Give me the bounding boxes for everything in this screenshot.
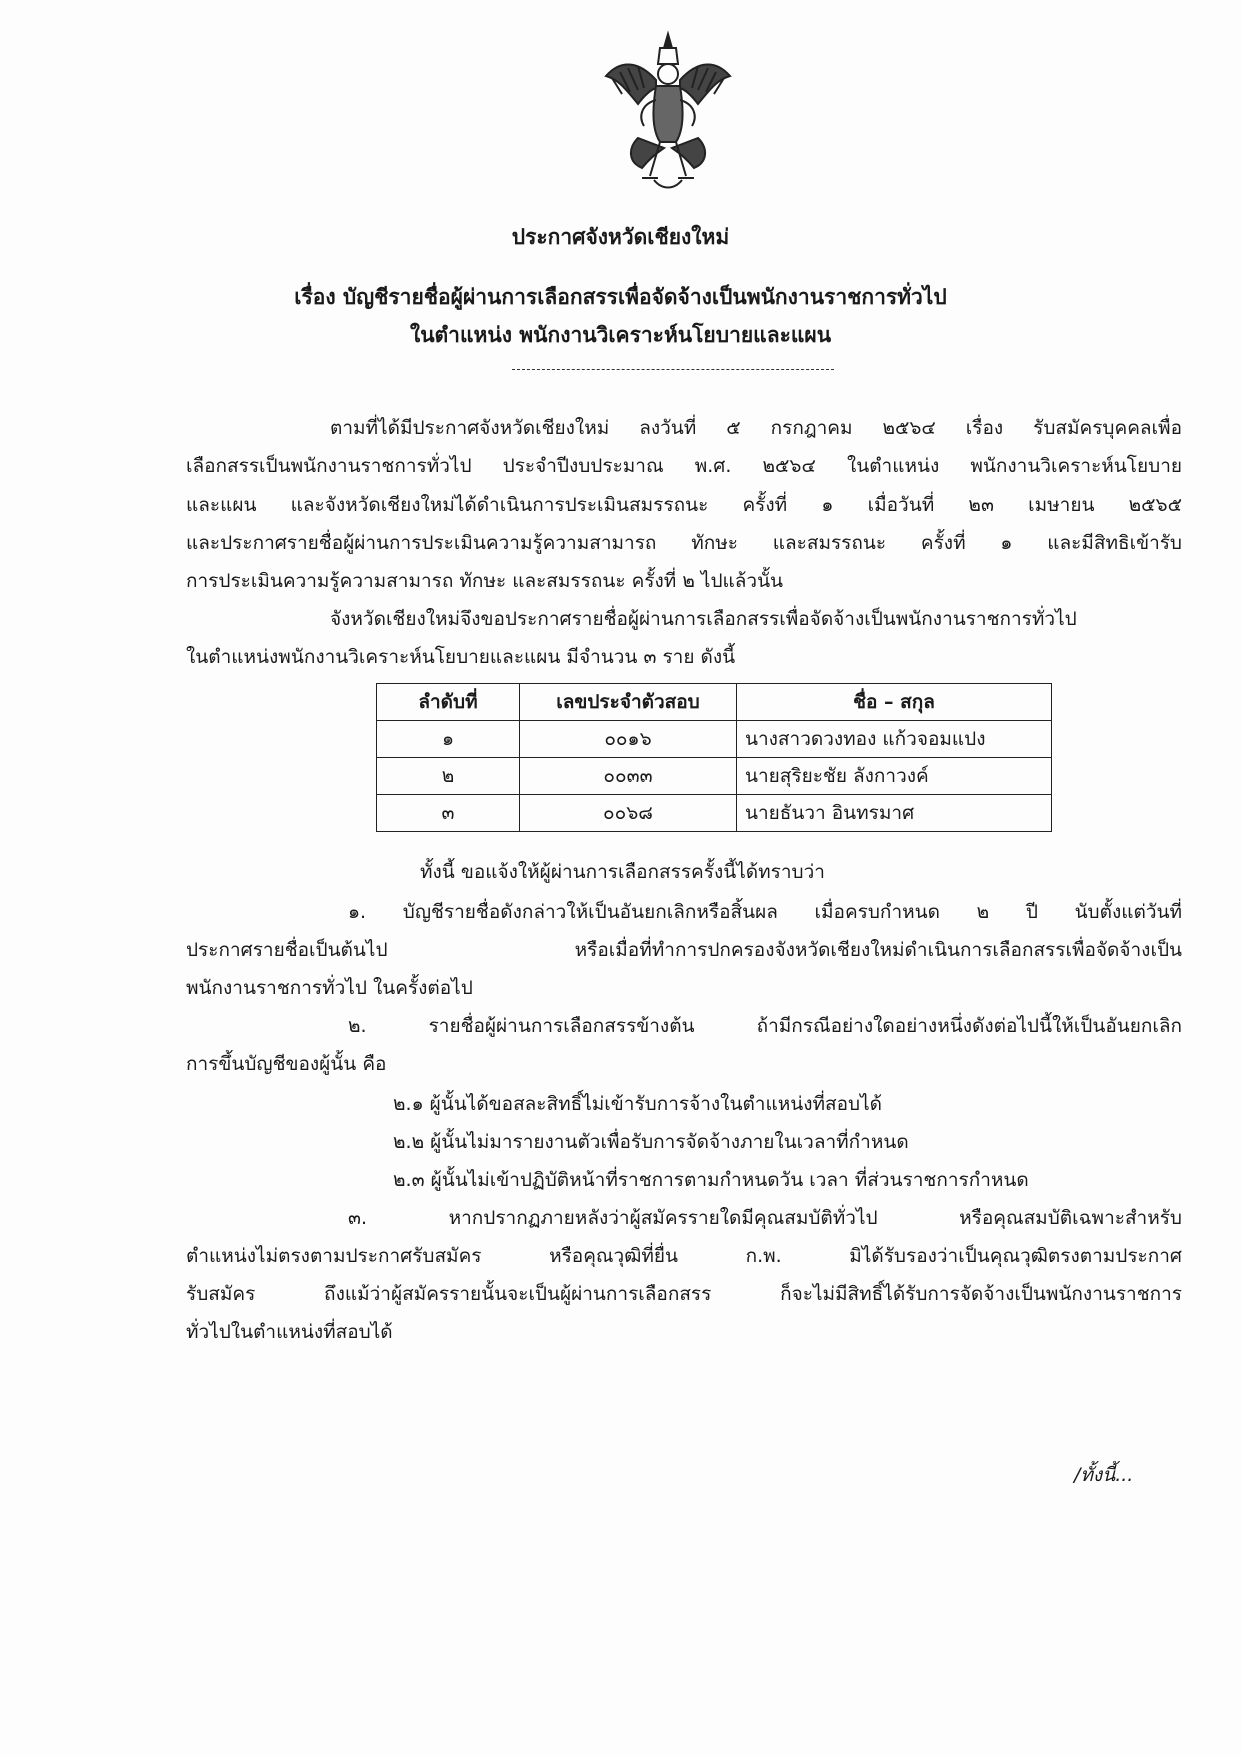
header-order: ลำดับที่ bbox=[377, 684, 520, 721]
cell-order: ๓ bbox=[377, 795, 520, 832]
cell-exam-id: ๐๐๑๖ bbox=[520, 721, 737, 758]
header-full-name: ชื่อ – สกุล bbox=[737, 684, 1052, 721]
table-row bbox=[377, 795, 1052, 832]
subject-line-2: ในตำแหน่ง พนักงานวิเคราะห์นโยบายและแผน bbox=[409, 323, 832, 347]
para2-line-2: ในตำแหน่งพนักงานวิเคราะห์นโยบายและแผน มีจำนวน ๓ ราย ดังนี้ bbox=[186, 646, 736, 668]
notice-intro: ทั้งนี้ ขอแจ้งให้ผู้ผ่านการเลือกสรรครั้งนี้ได้ทราบว่า bbox=[420, 861, 825, 883]
continued-marker: /ทั้งนี้... bbox=[1074, 1464, 1134, 1486]
item3-line-4: ทั่วไปในตำแหน่งที่สอบได้ bbox=[186, 1321, 393, 1343]
candidate-table bbox=[376, 683, 1052, 832]
table-header-row bbox=[377, 684, 1052, 721]
item1-line-2: ประกาศรายชื่อเป็นต้นไป หรือเมื่อที่ทำการปกครองจังหวัดเชียงใหม่ดำเนินการเลือกสรรเพื่อจัดจ้างเป็น bbox=[186, 939, 1182, 961]
item2-line-1: ๒. รายชื่อผู้ผ่านการเลือกสรรข้างต้น ถ้ามีกรณีอย่างใดอย่างหนึ่งดังต่อไปนี้ให้เป็นอันยกเลิก bbox=[348, 1015, 1182, 1037]
item1-line-1: ๑. บัญชีรายชื่อดังกล่าวให้เป็นอันยกเลิกหรือสิ้นผล เมื่อครบกำหนด ๒ ปี นับตั้งแต่วันที่ bbox=[348, 901, 1182, 923]
para1-line-1: ตามที่ได้มีประกาศจังหวัดเชียงใหม่ ลงวันที่ ๕ กรกฎาคม ๒๕๖๔ เรื่อง รับสมัครบุคคลเพื่อ bbox=[330, 417, 1182, 439]
item2-line-2: การขึ้นบัญชีของผู้นั้น คือ bbox=[186, 1053, 387, 1075]
para1-line-3: และแผน และจังหวัดเชียงใหม่ได้ดำเนินการประเมินสมรรถนะ ครั้งที่ ๑ เมื่อวันที่ ๒๓ เมษายน ๒๕๖๕ bbox=[186, 494, 1182, 516]
para1-line-2: เลือกสรรเป็นพนักงานราชการทั่วไป ประจำปีงบประมาณ พ.ศ. ๒๕๖๔ ในตำแหน่ง พนักงานวิเคราะห์นโยบาย bbox=[186, 455, 1182, 477]
title-divider bbox=[512, 369, 834, 370]
table-row bbox=[377, 758, 1052, 795]
para2-line-1: จังหวัดเชียงใหม่จึงขอประกาศรายชื่อผู้ผ่านการเลือกสรรเพื่อจัดจ้างเป็นพนักงานราชการทั่วไป bbox=[330, 608, 1077, 630]
cell-order: ๒ bbox=[377, 758, 520, 795]
cell-full-name: นายสุริยะชัย ลังกาวงค์ bbox=[737, 758, 1052, 795]
cell-exam-id: ๐๐๓๓ bbox=[520, 758, 737, 795]
item3-line-3: รับสมัคร ถึงแม้ว่าผู้สมัครรายนั้นจะเป็นผู้ผ่านการเลือกสรร ก็จะไม่มีสิทธิ์ได้รับการจัดจ้างเป็นพนักงานราชการ bbox=[186, 1283, 1182, 1305]
cell-full-name: นางสาวดวงทอง แก้วจอมแปง bbox=[737, 721, 1052, 758]
table-row bbox=[377, 721, 1052, 758]
item3-line-2: ตำแหน่งไม่ตรงตามประกาศรับสมัคร หรือคุณวุฒิที่ยื่น ก.พ. มิได้รับรองว่าเป็นคุณวุฒิตรงตามประกาศ bbox=[186, 1245, 1182, 1267]
sub-item-2-2: ๒.๒ ผู้นั้นไม่มารายงานตัวเพื่อรับการจัดจ้างภายในเวลาที่กำหนด bbox=[393, 1131, 909, 1153]
item3-line-1: ๓. หากปรากฏภายหลังว่าผู้สมัครรายใดมีคุณสมบัติทั่วไป หรือคุณสมบัติเฉพาะสำหรับ bbox=[348, 1207, 1182, 1229]
sub-item-2-1: ๒.๑ ผู้นั้นได้ขอสละสิทธิ์ไม่เข้ารับการจ้างในตำแหน่งที่สอบได้ bbox=[393, 1093, 882, 1115]
cell-full-name: นายธันวา อินทรมาศ bbox=[737, 795, 1052, 832]
subject-line-1: เรื่อง บัญชีรายชื่อผู้ผ่านการเลือกสรรเพื่อจัดจ้างเป็นพนักงานราชการทั่วไป bbox=[294, 285, 947, 309]
item1-line-3: พนักงานราชการทั่วไป ในครั้งต่อไป bbox=[186, 977, 473, 999]
cell-order: ๑ bbox=[377, 721, 520, 758]
document-title: ประกาศจังหวัดเชียงใหม่ bbox=[511, 225, 730, 249]
sub-item-2-3: ๒.๓ ผู้นั้นไม่เข้าปฏิบัติหน้าที่ราชการตามกำหนดวัน เวลา ที่ส่วนราชการกำหนด bbox=[393, 1169, 1029, 1191]
para1-line-4: และประกาศรายชื่อผู้ผ่านการประเมินความรู้ความสามารถ ทักษะ และสมรรถนะ ครั้งที่ ๑ และมีสิทธิเข้ารับ bbox=[186, 532, 1182, 554]
header-exam-id: เลขประจำตัวสอบ bbox=[520, 684, 737, 721]
cell-exam-id: ๐๐๖๘ bbox=[520, 795, 737, 832]
garuda-emblem-icon bbox=[598, 30, 738, 200]
para1-line-5: การประเมินความรู้ความสามารถ ทักษะ และสมรรถนะ ครั้งที่ ๒ ไปแล้วนั้น bbox=[186, 570, 784, 592]
